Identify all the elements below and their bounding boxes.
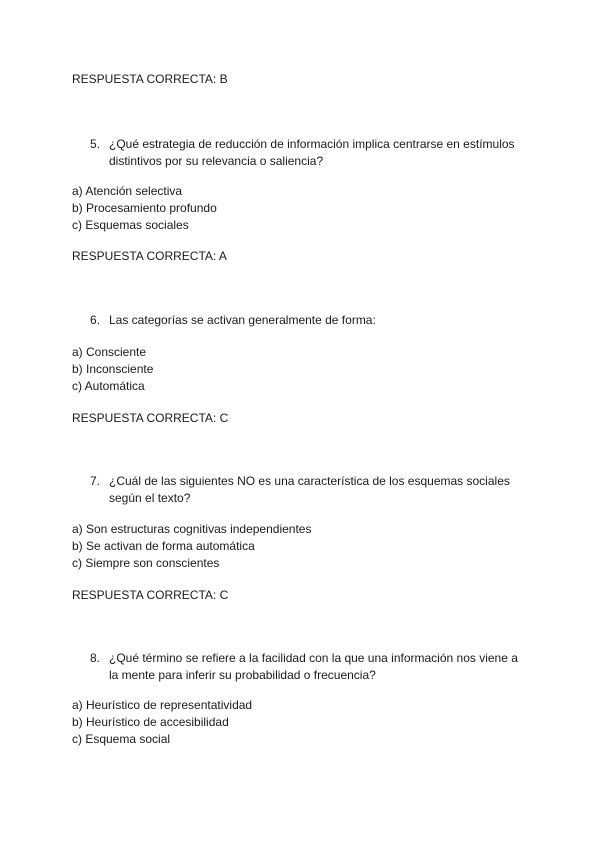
- question-6: [90, 312, 530, 329]
- option-c: c) Esquemas sociales: [72, 218, 189, 232]
- option-c: c) Esquema social: [72, 732, 171, 746]
- question-text: Las categorías se activan generalmente de forma:: [109, 313, 376, 327]
- question-number: 7.: [90, 474, 101, 488]
- option-a: a) Atención selectiva: [72, 184, 183, 198]
- question-8: [90, 650, 530, 684]
- option-a: a) Heurístico de representatividad: [72, 698, 253, 712]
- options-6: [72, 344, 153, 395]
- correct-answer-6: RESPUESTA CORRECTA: C: [72, 411, 229, 425]
- option-a: a) Son estructuras cognitivas independientes: [72, 522, 312, 536]
- option-b: b) Se activan de forma automática: [72, 539, 255, 553]
- correct-answer-4: RESPUESTA CORRECTA: B: [72, 72, 228, 86]
- question-text: ¿Qué término se refiere a la facilidad con la que una información nos viene a la mente para inferir su probabilidad o frecuencia?: [109, 651, 518, 682]
- question-number: 5.: [90, 137, 101, 151]
- correct-answer-7: RESPUESTA CORRECTA: C: [72, 588, 229, 602]
- question-number: 8.: [90, 651, 101, 665]
- option-b: b) Inconsciente: [72, 362, 154, 376]
- question-text: ¿Cuál de las siguientes NO es una característica de los esquemas sociales según el texto?: [109, 474, 510, 505]
- option-c: c) Automática: [72, 379, 145, 393]
- question-7: [90, 473, 530, 507]
- options-7: [72, 521, 311, 572]
- option-c: c) Siempre son conscientes: [72, 556, 220, 570]
- option-b: b) Procesamiento profundo: [72, 201, 217, 215]
- question-5: [90, 136, 530, 170]
- options-5: [72, 183, 217, 234]
- correct-answer-5: RESPUESTA CORRECTA: A: [72, 249, 227, 263]
- options-8: [72, 697, 252, 748]
- option-b: b) Heurístico de accesibilidad: [72, 715, 229, 729]
- question-text: ¿Qué estrategia de reducción de información implica centrarse en estímulos distintivos por su relevancia o saliencia?: [109, 137, 515, 168]
- option-a: a) Consciente: [72, 345, 147, 359]
- question-number: 6.: [90, 313, 101, 327]
